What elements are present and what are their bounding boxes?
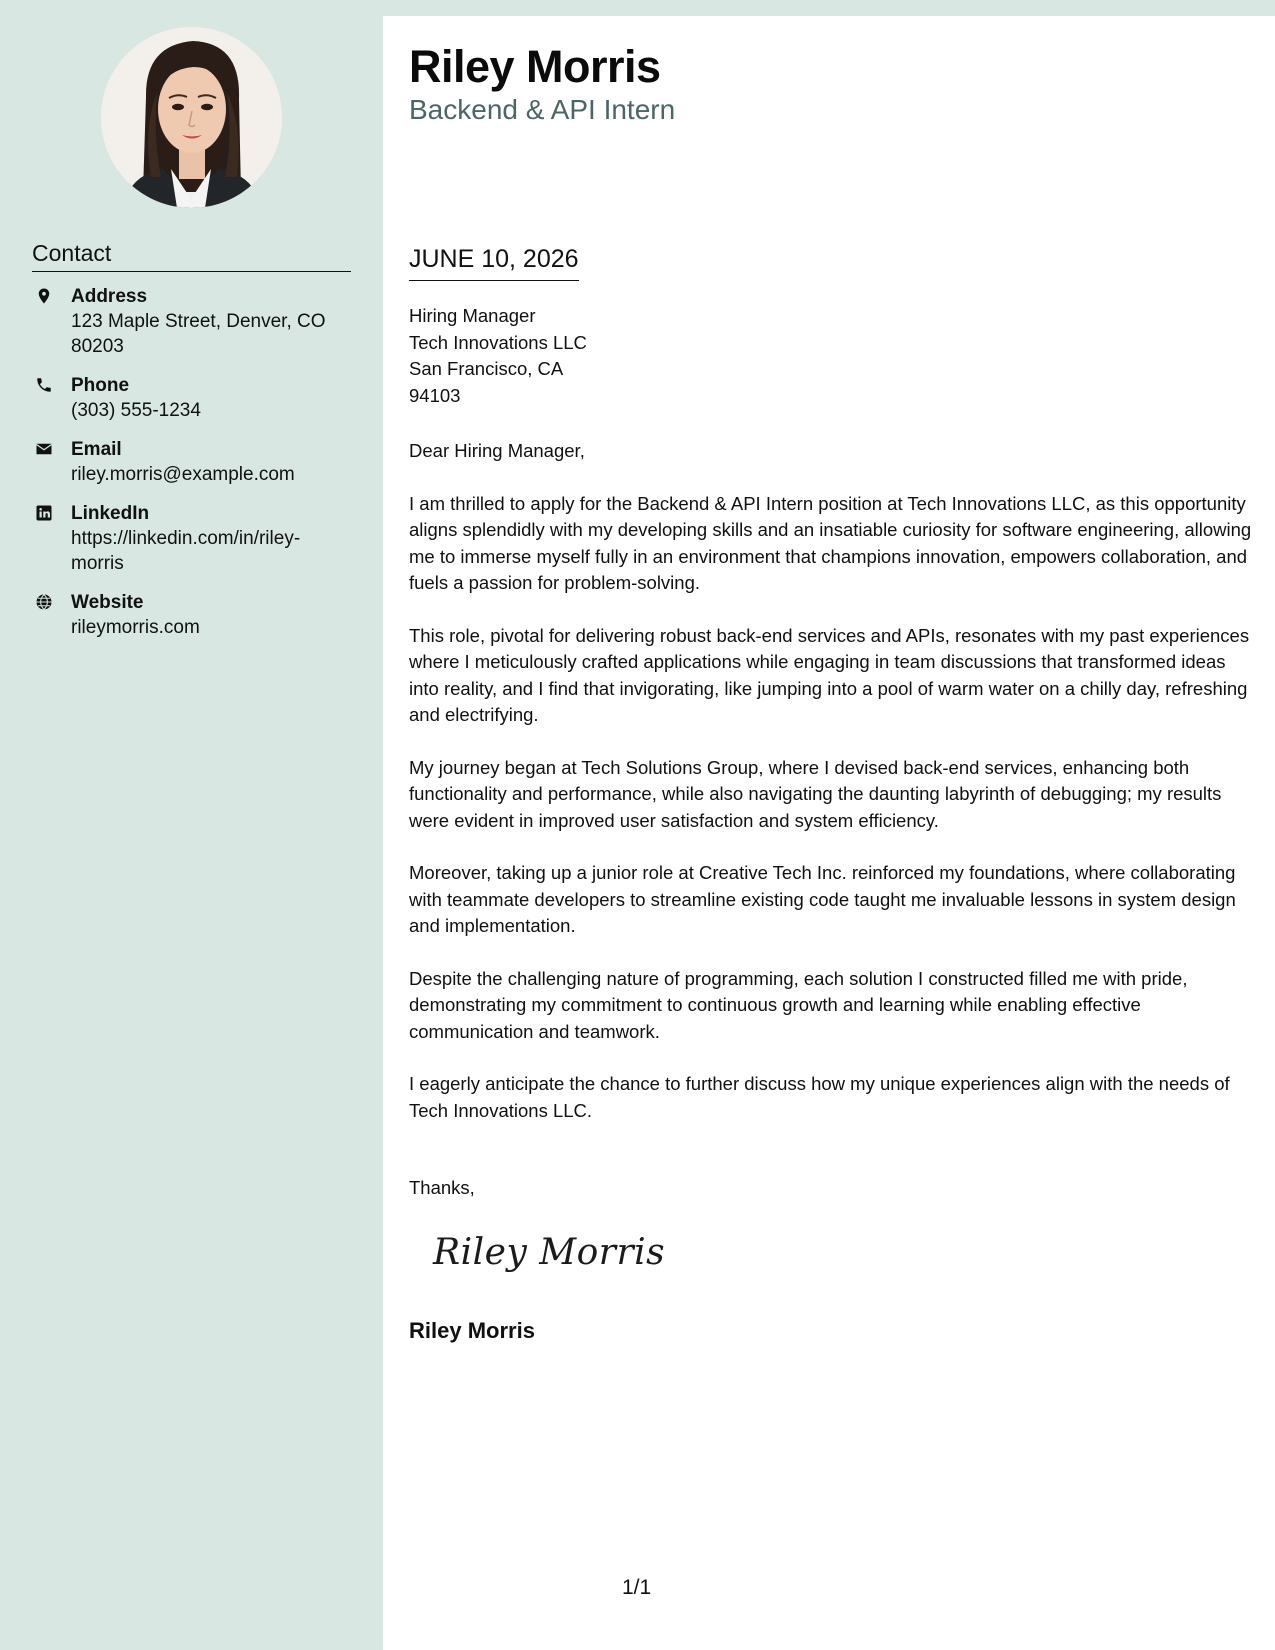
- greeting: Dear Hiring Manager,: [409, 440, 585, 461]
- contact-item-linkedin: [32, 501, 352, 576]
- phone-icon: [35, 376, 53, 394]
- profile-photo-illustration: [101, 27, 282, 208]
- body-paragraph: Despite the challenging nature of programming, each solution I constructed filled me with pride, demonstrating my commitment to continuous growth and learning while enabling effective communication and teamwork.: [409, 967, 1188, 1042]
- email-value[interactable]: riley.morris@example.com: [71, 464, 295, 485]
- page-number: 1/1: [622, 1576, 652, 1599]
- job-title: Backend & API Intern: [409, 94, 676, 125]
- globe-icon: [35, 593, 53, 611]
- signer-name: Riley Morris: [409, 1318, 535, 1343]
- body-paragraph: I am thrilled to apply for the Backend & API Intern position at Tech Innovations LLC, as this opportunity aligns splendidly with my developing skills and an insatiable curiosity for software engineering, allowing me to immerse myself fully in an environment that champions innovation, empowers collaboration, and fuels a passion for problem-solving.: [409, 492, 1252, 593]
- linkedin-line-1[interactable]: https://linkedin.com/in/riley-: [71, 528, 301, 549]
- email-icon: [35, 440, 53, 458]
- contact-label: Address: [71, 286, 148, 307]
- contact-label: LinkedIn: [71, 503, 150, 524]
- letter-body: [409, 438, 1259, 1150]
- closing: Thanks,: [409, 1177, 475, 1198]
- body-paragraph: Moreover, taking up a junior role at Creative Tech Inc. reinforced my foundations, where collaborating with teammate developers to streamline existing code taught me invaluable lessons in system design and implementation.: [409, 862, 1236, 936]
- letter-main: [383, 16, 1275, 1650]
- recipient-block: [409, 303, 587, 409]
- handwritten-signature: Riley Morris: [433, 1232, 666, 1273]
- contact-item-email: [32, 437, 352, 487]
- phone-value: (303) 555-1234: [71, 400, 201, 421]
- location-pin-icon: [35, 287, 53, 305]
- recipient-line: Hiring Manager: [409, 305, 536, 326]
- body-paragraph: My journey began at Tech Solutions Group, where I devised back-end services, enhancing both functionality and performance, while also navigating the daunting labyrinth of debugging; my results were evident in improved user satisfaction and system efficiency.: [409, 756, 1222, 831]
- recipient-line: 94103: [409, 384, 461, 406]
- contact-item-phone: [32, 373, 352, 423]
- body-paragraph: This role, pivotal for delivering robust back-end services and APIs, resonates with my past experiences where I meticulously crafted applications while engaging in team discussions that transformed ideas into reality, and I find that invigorating, like jumping into a pool of warm water on a chilly day, refreshing and electrifying.: [409, 624, 1250, 725]
- linkedin-line-2[interactable]: morris: [71, 553, 124, 574]
- contact-label: Website: [71, 592, 144, 613]
- contact-list: [32, 284, 352, 654]
- recipient-line: Tech Innovations LLC: [409, 331, 587, 353]
- applicant-name: Riley Morris: [409, 41, 661, 92]
- profile-photo: [101, 27, 282, 208]
- contact-item-address: [32, 284, 352, 359]
- contact-heading: Contact: [32, 240, 351, 272]
- sidebar: [0, 0, 383, 1650]
- recipient-line: San Francisco, CA: [409, 358, 564, 379]
- address-line-2: 80203: [71, 336, 124, 357]
- contact-label: Email: [71, 439, 122, 460]
- letter-date: JUNE 10, 2026: [409, 245, 579, 281]
- contact-item-website: [32, 590, 352, 640]
- contact-label: Phone: [71, 375, 130, 396]
- body-paragraph: I eagerly anticipate the chance to further discuss how my unique experiences align with the needs of Tech Innovations LLC.: [409, 1073, 1230, 1121]
- address-line-1: 123 Maple Street, Denver, CO: [71, 311, 326, 332]
- website-value[interactable]: rileymorris.com: [71, 617, 200, 638]
- linkedin-icon: [35, 504, 53, 522]
